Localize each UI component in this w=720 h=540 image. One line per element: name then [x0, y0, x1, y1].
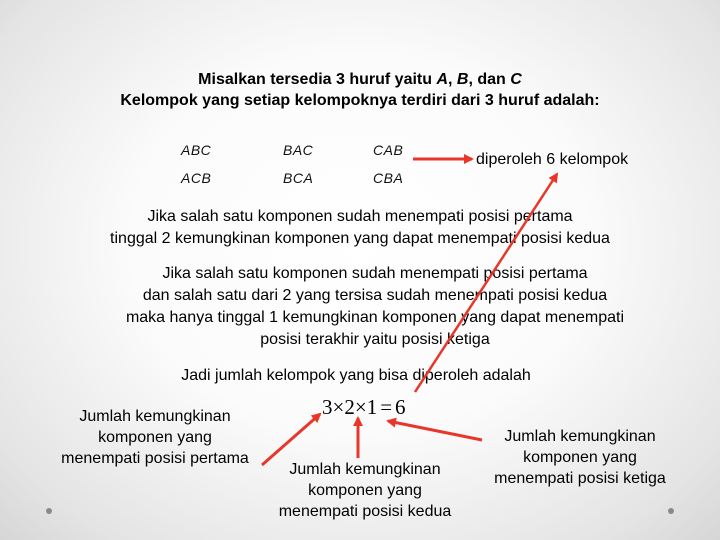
eq-factor-1: 1	[366, 395, 378, 419]
result-label: diperoleh 6 kelompok	[476, 151, 629, 168]
eq-factor-3: 3	[322, 395, 333, 419]
para2-line-1: Jika salah satu komponen sudah menempati posisi pertama	[162, 265, 588, 282]
corner-dot-right	[668, 508, 674, 514]
arrow-to-factor-3	[262, 414, 320, 465]
conclusion: Jadi jumlah kelompok yang bisa diperoleh adalah	[181, 367, 531, 384]
heading-sep: , dan	[468, 71, 511, 88]
label-first-line: Jumlah kemungkinan	[79, 408, 231, 425]
para1-line-2: tinggal 2 kemungkinan komponen yang dapat menempati posisi kedua	[110, 230, 610, 247]
eq-equals: =	[380, 395, 393, 419]
heading-text: Misalkan tersedia 3 huruf yaitu	[198, 71, 437, 88]
arrow-eq-to-result	[415, 174, 557, 392]
label-second-line: Jumlah kemungkinan	[289, 461, 441, 478]
arrangement-cab: CAB	[373, 142, 404, 158]
para2-line-2: dan salah satu dari 2 yang tersisa sudah menempati posisi kedua	[142, 287, 608, 304]
para2-line-3: maka hanya tinggal 1 kemungkinan komponen yang dapat menempati	[125, 309, 625, 326]
para1-line-1: Jika salah satu komponen sudah menempati posisi pertama	[147, 208, 573, 225]
arrangement-abc: ABC	[181, 142, 212, 158]
corner-dot-left	[46, 508, 52, 514]
para2-line-4: posisi terakhir yaitu posisi ketiga	[260, 331, 490, 348]
letter-b: B	[456, 71, 469, 88]
letter-c: C	[510, 71, 522, 88]
label-third-line: komponen yang	[523, 449, 637, 466]
label-second-line: menempati posisi kedua	[278, 503, 452, 520]
arrow-to-factor-1	[388, 421, 482, 440]
letter-a: A	[436, 71, 449, 88]
label-second-line: komponen yang	[308, 482, 422, 499]
arrangement-acb: ACB	[181, 170, 212, 186]
label-third-line: menempati posisi ketiga	[494, 470, 666, 487]
heading-sep: ,	[448, 71, 457, 88]
eq-result: 6	[395, 395, 406, 419]
label-first-line: menempati posisi pertama	[61, 450, 249, 467]
heading-line-2: Kelompok yang setiap kelompoknya terdiri dari 3 huruf adalah:	[120, 92, 600, 109]
arrangement-bca: BCA	[283, 170, 314, 186]
eq-times: ×	[332, 395, 345, 419]
label-third-line: Jumlah kemungkinan	[504, 428, 656, 445]
arrangement-cba: CBA	[373, 170, 404, 186]
label-first-line: komponen yang	[98, 429, 212, 446]
arrangement-bac: BAC	[283, 142, 314, 158]
eq-times: ×	[354, 395, 367, 419]
eq-factor-2: 2	[344, 395, 355, 419]
